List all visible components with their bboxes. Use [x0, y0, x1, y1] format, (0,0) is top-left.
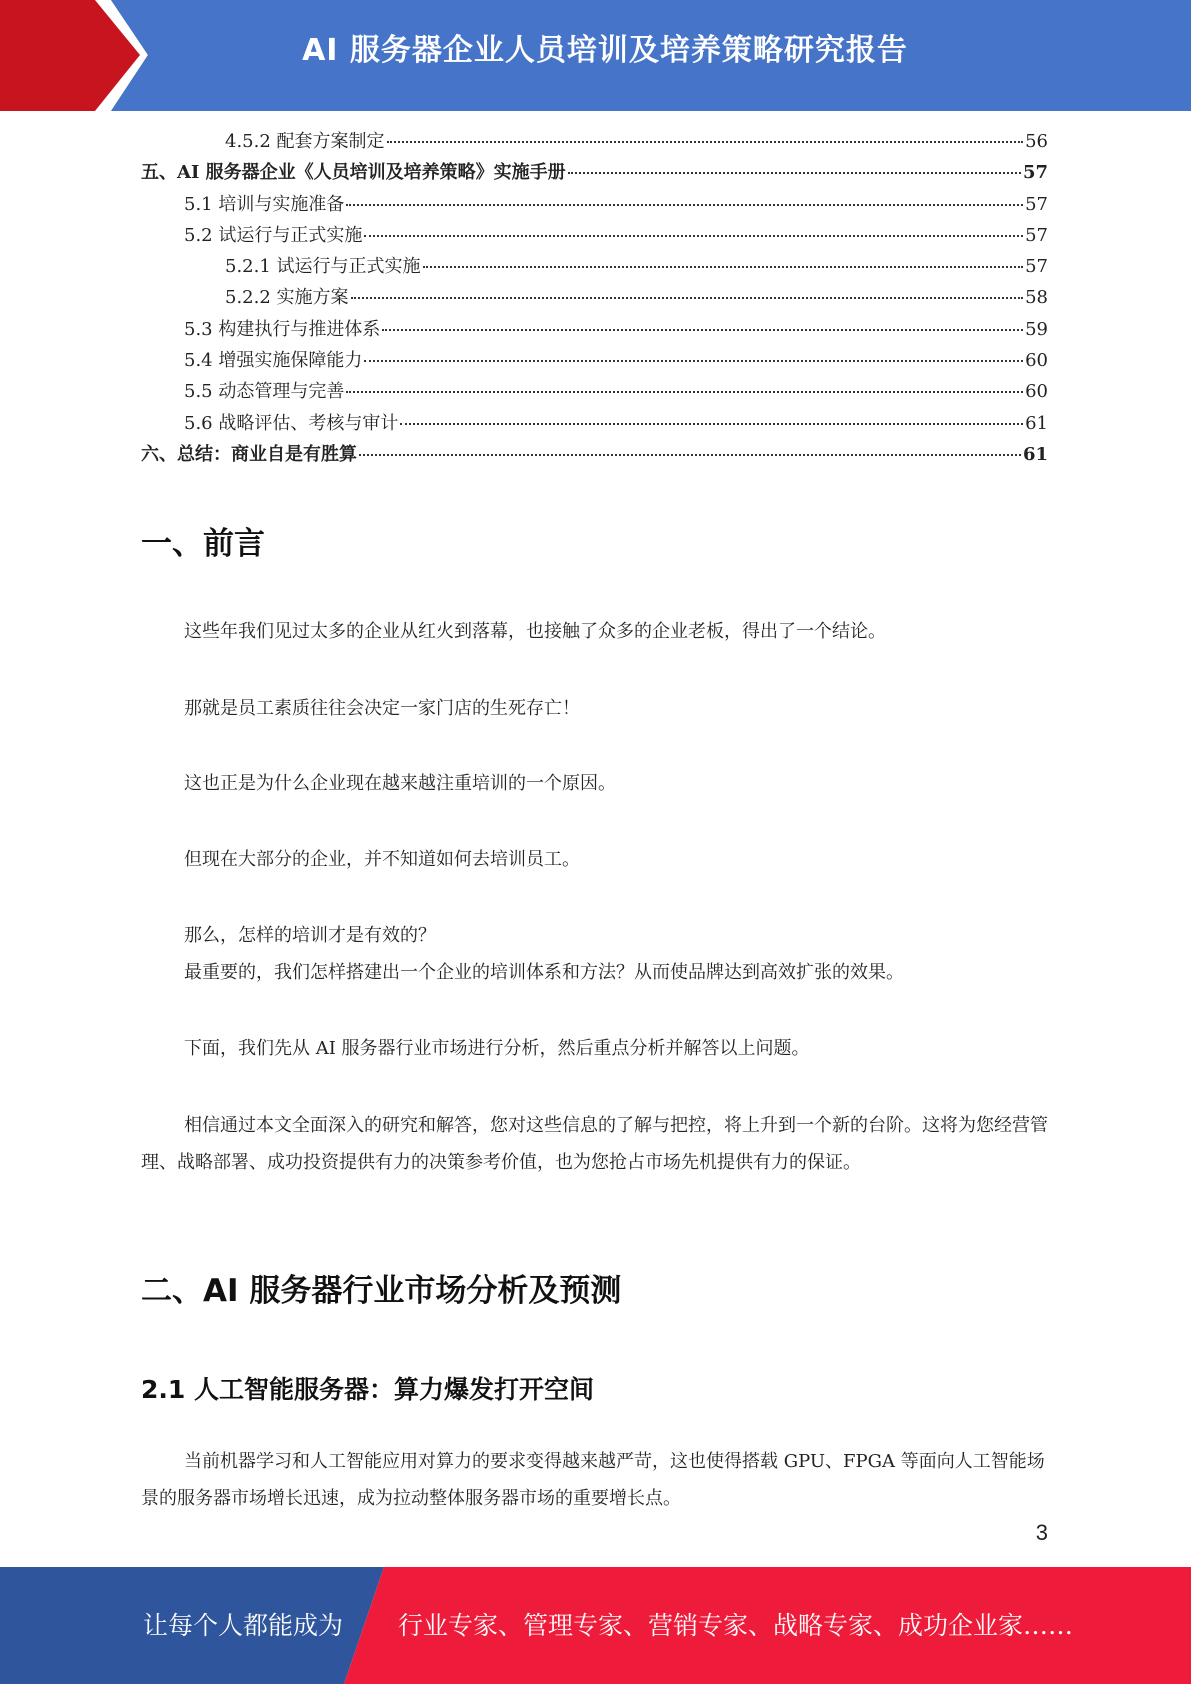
toc-entry[interactable] — [141, 158, 1048, 189]
toc-entry[interactable] — [141, 346, 1048, 377]
toc-entry-page: 58 — [1025, 287, 1048, 309]
toc-entry-page: 57 — [1025, 193, 1048, 215]
toc-leader-dots — [364, 360, 1023, 362]
toc-leader-dots — [351, 297, 1024, 299]
toc-entry-page: 57 — [1025, 256, 1048, 278]
toc-entry-title: 5.4 增强实施保障能力 — [184, 350, 363, 372]
toc-entry[interactable] — [141, 440, 1048, 471]
toc-entry[interactable] — [141, 190, 1048, 221]
toc-entry-page: 59 — [1025, 318, 1048, 340]
toc-entry-page: 57 — [1022, 162, 1048, 184]
toc-entry[interactable] — [141, 283, 1048, 314]
toc-entry-title: 六、总结：商业自是有胜算 — [141, 443, 357, 465]
body-paragraph: 当前机器学习和人工智能应用对算力的要求变得越来越严苛，这也使得搭载 GPU、FPGA 等面向人工智能场景的服务器市场增长迅速，成为拉动整体服务器市场的重要增长点。 — [141, 1451, 1045, 1509]
toc-leader-dots — [346, 391, 1023, 393]
section-heading-market-analysis: 二、AI 服务器行业市场分析及预测 — [141, 1273, 622, 1309]
toc-entry[interactable] — [141, 315, 1048, 346]
body-paragraph: 那么，怎样的培训才是有效的？ — [184, 925, 436, 946]
toc-leader-dots — [387, 141, 1024, 143]
section-heading-preface: 一、前言 — [141, 526, 265, 562]
toc-leader-dots — [346, 204, 1023, 206]
toc-entry[interactable] — [141, 409, 1048, 440]
toc-entry-page: 60 — [1025, 381, 1048, 403]
toc-entry-page: 60 — [1025, 350, 1048, 372]
footer-slogan-left: 让每个人都能成为 — [143, 1611, 344, 1640]
footer-slogan-right: 行业专家、管理专家、营销专家、战略专家、成功企业家…… — [398, 1611, 1074, 1640]
body-paragraph: 但现在大部分的企业，并不知道如何去培训员工。 — [184, 849, 580, 870]
body-paragraph: 这也正是为什么企业现在越来越注重培训的一个原因。 — [184, 773, 616, 794]
header-arrow-decoration — [0, 0, 160, 111]
toc-entry[interactable] — [141, 252, 1048, 283]
document-title: AI 服务器企业人员培训及培养策略研究报告 — [302, 33, 908, 68]
page-number: 3 — [1035, 1520, 1048, 1545]
table-of-contents — [141, 127, 1048, 471]
toc-leader-dots — [423, 266, 1024, 268]
toc-entry[interactable] — [141, 221, 1048, 252]
toc-entry-page: 56 — [1025, 131, 1048, 152]
toc-entry-title: 5.2.2 实施方案 — [225, 287, 349, 309]
toc-entry-title: 4.5.2 配套方案制定 — [225, 131, 385, 152]
toc-entry-title: 5.5 动态管理与完善 — [184, 381, 345, 403]
toc-entry-title: 5.6 战略评估、考核与审计 — [184, 412, 399, 434]
toc-entry-title: 5.2.1 试运行与正式实施 — [225, 256, 421, 278]
toc-entry-title: 五、AI 服务器企业《人员培训及培养策略》实施手册 — [141, 162, 566, 184]
toc-entry-title: 5.1 培训与实施准备 — [184, 193, 345, 215]
toc-entry-page: 57 — [1025, 224, 1048, 246]
toc-entry-page: 61 — [1022, 443, 1048, 465]
body-paragraph: 下面，我们先从 AI 服务器行业市场进行分析，然后重点分析并解答以上问题。 — [184, 1038, 810, 1059]
toc-leader-dots — [568, 172, 1021, 174]
toc-entry[interactable] — [141, 377, 1048, 408]
body-paragraph: 那就是员工素质往往会决定一家门店的生死存亡！ — [184, 698, 580, 719]
toc-leader-dots — [364, 235, 1023, 237]
toc-entry-page: 61 — [1025, 412, 1048, 434]
toc-entry[interactable] — [141, 127, 1048, 158]
toc-entry-title: 5.3 构建执行与推进体系 — [184, 318, 381, 340]
toc-leader-dots — [359, 454, 1021, 456]
page-footer-banner — [0, 1567, 1191, 1684]
subsection-heading: 2.1 人工智能服务器：算力爆发打开空间 — [141, 1375, 594, 1404]
body-paragraph: 最重要的，我们怎样搭建出一个企业的培训体系和方法？从而使品牌达到高效扩张的效果。 — [184, 962, 904, 983]
toc-leader-dots — [382, 329, 1023, 331]
body-paragraph: 相信通过本文全面深入的研究和解答，您对这些信息的了解与把控，将上升到一个新的台阶。这将为您经营管理、战略部署、成功投资提供有力的决策参考价值，也为您抢占市场先机提供有力的保证。 — [141, 1115, 1048, 1173]
body-paragraph: 这些年我们见过太多的企业从红火到落幕，也接触了众多的企业老板，得出了一个结论。 — [184, 621, 886, 642]
toc-leader-dots — [400, 423, 1023, 425]
page-header-banner — [0, 0, 1191, 111]
toc-entry-title: 5.2 试运行与正式实施 — [184, 224, 363, 246]
